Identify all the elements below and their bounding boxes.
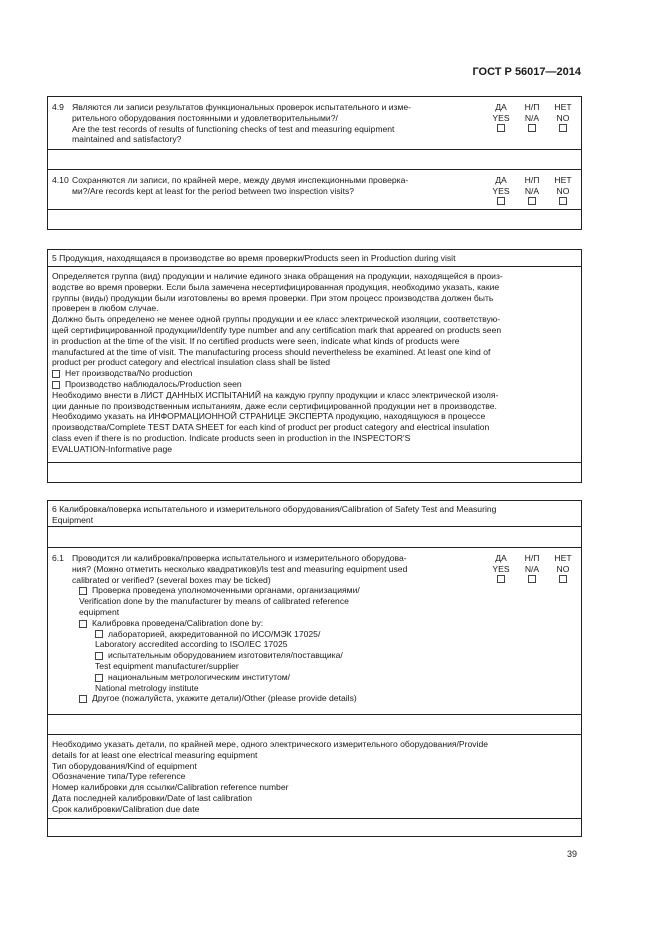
no-label-en: NO bbox=[556, 563, 570, 574]
answer-options bbox=[491, 175, 573, 205]
no-checkbox[interactable] bbox=[559, 197, 567, 205]
section-5-title bbox=[48, 250, 581, 267]
yes-label-ru: ДА bbox=[495, 102, 507, 112]
answer-field[interactable] bbox=[48, 819, 581, 837]
manufacturer-option[interactable] bbox=[95, 650, 407, 661]
text-line: maintained and satisfactory? bbox=[72, 134, 182, 145]
answer-field[interactable] bbox=[48, 715, 581, 735]
text-line: Необходимо указать детали, по крайней мере, одного электрического измерительного оборудования/Provide bbox=[52, 739, 489, 749]
no-label-ru: НЕТ bbox=[554, 102, 572, 112]
text-line: ции данные по производственным испытаниям, даже если сертифицированной продукции нет в производстве. bbox=[52, 400, 497, 411]
na-checkbox[interactable] bbox=[528, 124, 536, 132]
yes-checkbox[interactable] bbox=[497, 197, 505, 205]
yes-checkbox[interactable] bbox=[497, 124, 505, 132]
text-line: щей сертифицированной продукции/Identify type number and any certification mark that appeared on products seen bbox=[52, 324, 502, 335]
checkbox-label: Другое (пожалуйста, укажите детали)/Other (please provide details) bbox=[92, 693, 357, 704]
text-line: проверен в любом случае. bbox=[52, 303, 159, 314]
text-line: ния? (Можно отметить несколько квадратиков)/Is test and measuring equipment used bbox=[72, 563, 408, 574]
checkbox[interactable] bbox=[95, 674, 103, 682]
page-number: 39 bbox=[567, 849, 578, 859]
checkbox-label: Проверка проведена уполномоченными органами, организациями/ bbox=[92, 585, 360, 596]
text-line: in production at the time of the visit. If no certified products were seen, indicate what kinds of products were bbox=[52, 335, 460, 346]
text-line: Test equipment manufacturer/supplier bbox=[95, 660, 239, 671]
na-label-en: N/A bbox=[524, 185, 540, 196]
text-line: Должно быть определено не менее одной группы продукции и ее класс электрической изоляции, соответствую- bbox=[52, 314, 501, 325]
no-label-ru: НЕТ bbox=[554, 175, 572, 185]
yes-label-ru: ДА bbox=[495, 175, 507, 185]
section-5-content bbox=[48, 267, 581, 463]
na-checkbox[interactable] bbox=[528, 197, 536, 205]
text-line: Являются ли записи результатов функциональных проверок испытательного и изме- bbox=[72, 102, 412, 112]
answer-field[interactable] bbox=[48, 527, 581, 548]
answer-options bbox=[491, 102, 573, 132]
lab-option[interactable] bbox=[95, 629, 407, 640]
equipment-details bbox=[48, 735, 581, 819]
text-line: class even if there is no production. Indicate products seen in production in the INSPECTOR'S bbox=[52, 432, 411, 443]
text-line: Laboratory accredited according to ISO/IEC 17025 bbox=[95, 639, 288, 650]
answer-field[interactable] bbox=[48, 150, 581, 170]
question-number: 6.1 bbox=[52, 553, 64, 563]
text-line: Номер калибровки для ссылки/Calibration reference number bbox=[52, 782, 289, 793]
question-text bbox=[72, 102, 411, 145]
text-line: Дата последней калибровки/Date of last calibration bbox=[52, 792, 253, 803]
na-label-ru: Н/П bbox=[524, 553, 540, 563]
section-6-title bbox=[48, 501, 581, 527]
text-line: EVALUATION-Informative page bbox=[52, 443, 173, 454]
text-line: National metrology institute bbox=[95, 682, 199, 693]
checkbox-label: Нет производства/No production bbox=[65, 368, 193, 379]
checkbox[interactable] bbox=[52, 381, 60, 389]
na-label-en: N/A bbox=[524, 112, 540, 123]
text-line: ми?/Are records kept at least for the period between two inspection visits? bbox=[72, 185, 355, 196]
question-number: 4.9 bbox=[52, 102, 64, 112]
text-line: Необходимо указать на ИНФОРМАЦИОННОЙ СТРАНИЦЕ ЭКСПЕРТА продукцию, находящуюся в процессе bbox=[52, 411, 486, 422]
text-line: Необходимо внести в ЛИСТ ДАННЫХ ИСПЫТАНИЙ на каждую группу продукции и класс электрической изоля- bbox=[52, 389, 499, 400]
production-seen-option[interactable] bbox=[52, 379, 577, 390]
na-label-ru: Н/П bbox=[524, 175, 540, 185]
question-4-9 bbox=[48, 97, 581, 150]
calibration-option[interactable] bbox=[79, 618, 407, 629]
no-label-en: NO bbox=[556, 185, 570, 196]
nmi-option[interactable] bbox=[95, 672, 407, 683]
text-line: Обозначение типа/Type reference bbox=[52, 771, 186, 782]
verification-option[interactable] bbox=[79, 585, 407, 596]
checkbox[interactable] bbox=[95, 652, 103, 660]
no-label-en: NO bbox=[556, 112, 570, 123]
checkbox-label: лабораторией, аккредитованной по ИСО/МЭК 17025/ bbox=[108, 628, 321, 639]
checkbox[interactable] bbox=[79, 695, 87, 703]
checkbox-label: Калибровка проведена/Calibration done by: bbox=[92, 617, 264, 628]
section-5-block bbox=[47, 249, 582, 483]
text-line: manufactured at the time of visit. The manufacturing process should nevertheless be examined. At least one kind of bbox=[52, 346, 491, 357]
section-title: Equipment bbox=[52, 514, 94, 525]
question-6-1 bbox=[48, 548, 581, 715]
checkbox[interactable] bbox=[52, 370, 60, 378]
text-line: product per product category and electrical insulation class shall be listed bbox=[52, 357, 331, 368]
answer-field[interactable] bbox=[48, 463, 581, 483]
section-6-block bbox=[47, 500, 582, 837]
checkbox[interactable] bbox=[95, 630, 103, 638]
text-line: details for at least one electrical measuring equipment bbox=[52, 749, 258, 760]
no-checkbox[interactable] bbox=[559, 575, 567, 583]
no-label-ru: НЕТ bbox=[554, 553, 572, 563]
text-line: Are the test records of results of functioning checks of test and measuring equipment bbox=[72, 123, 395, 134]
yes-label-ru: ДА bbox=[495, 553, 507, 563]
answer-field[interactable] bbox=[48, 210, 581, 230]
section-title: 6 Калибровка/поверка испытательного и измерительного оборудования/Calibration of Safety Test and Measuring bbox=[52, 504, 497, 514]
na-checkbox[interactable] bbox=[528, 575, 536, 583]
no-production-option[interactable] bbox=[52, 368, 577, 379]
na-label-ru: Н/П bbox=[524, 102, 540, 112]
checkbox-label: Производство наблюдалось/Production seen bbox=[65, 378, 242, 389]
questions-4-block bbox=[47, 96, 582, 230]
na-label-en: N/A bbox=[524, 563, 540, 574]
text-line: Срок калибровки/Calibration due date bbox=[52, 803, 200, 814]
text-line: calibrated or verified? (several boxes may be ticked) bbox=[72, 574, 271, 585]
question-number: 4.10 bbox=[52, 175, 69, 185]
question-text bbox=[72, 553, 407, 704]
yes-label-en: YES bbox=[492, 563, 510, 574]
yes-label-en: YES bbox=[492, 185, 510, 196]
text-line: equipment bbox=[79, 606, 120, 617]
question-text bbox=[72, 175, 408, 197]
text-line: Определяется группа (вид) продукции и наличие единого знака обращения на продукции, находящейся в произ- bbox=[52, 271, 503, 281]
text-line: группы (виды) продукции были изготовлены во время проверки. При этом процесс производства должен быть bbox=[52, 292, 494, 303]
checkbox-label: испытательным оборудованием изготовителя/поставщика/ bbox=[108, 650, 343, 661]
checkbox[interactable] bbox=[79, 587, 87, 595]
text-line: Verification done by the manufacturer by means of calibrated reference bbox=[79, 596, 349, 607]
checkbox[interactable] bbox=[79, 620, 87, 628]
yes-checkbox[interactable] bbox=[497, 575, 505, 583]
answer-options bbox=[491, 553, 573, 583]
document-header: ГОСТ Р 56017—2014 bbox=[472, 66, 581, 78]
text-line: водстве во время проверки. Если была замечена несертифицированная продукция, необходимо указать, какие bbox=[52, 281, 500, 292]
text-line: производства/Complete TEST DATA SHEET for each kind of product per product category and electrical insulation bbox=[52, 422, 490, 433]
question-4-10 bbox=[48, 170, 581, 210]
text-line: Проводится ли калибровка/проверка испытательного и измерительного оборудова- bbox=[72, 553, 407, 563]
text-line: Тип оборудования/Kind of equipment bbox=[52, 760, 197, 771]
checkbox-label: национальным метрологическим институтом/ bbox=[108, 671, 291, 682]
text-line: Сохраняются ли записи, по крайней мере, между двумя инспекционными проверка- bbox=[72, 175, 409, 185]
section-title: 5 Продукция, находящаяся в производстве во время проверки/Products seen in Production during visit bbox=[52, 253, 456, 263]
no-checkbox[interactable] bbox=[559, 124, 567, 132]
other-option[interactable] bbox=[79, 693, 407, 704]
text-line: рительного оборудования постоянными и удовлетворительными?/ bbox=[72, 112, 338, 123]
yes-label-en: YES bbox=[492, 112, 510, 123]
